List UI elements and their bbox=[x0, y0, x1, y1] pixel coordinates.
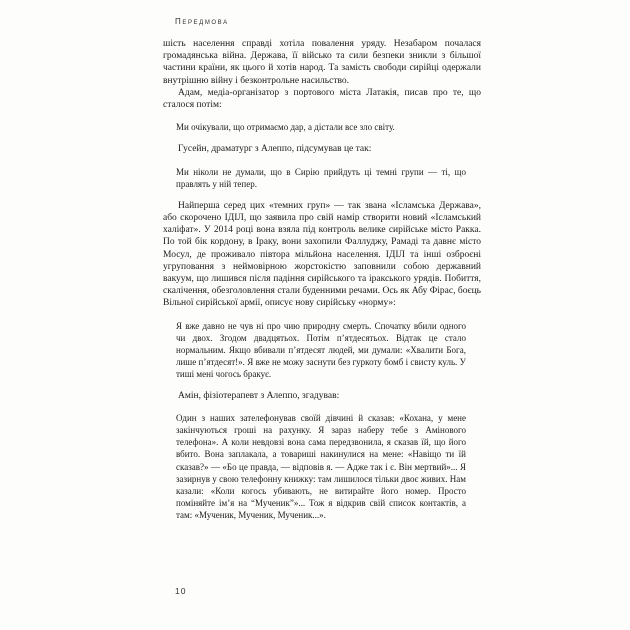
body-paragraph: шість населення справді хотіла повалення уряду. Незабаром почалася громадянська війна. Держава, її військо та сили безпеки зникли з більшої частини країни, як цього й хотів народ. Та замість свободи сирійці одержали внутрішню війну і безконтрольне насильство. bbox=[163, 39, 481, 86]
body-paragraph: Амін, фізіотерапевт з Алеппо, згадував: bbox=[178, 391, 340, 401]
block-quote: Ми ніколи не думали, що в Сирію прийдуть ці темні групи — ті, що правлять у ній тепер. bbox=[176, 166, 466, 189]
running-header: Передмова bbox=[175, 17, 229, 26]
page-number: 10 bbox=[175, 586, 187, 596]
body-paragraph: Адам, медіа-організатор з портового міста Латакія, писав про те, що сталося потім: bbox=[163, 87, 481, 111]
body-paragraph: Найперша серед цих «темних груп» — так звана «Ісламська Держава», або скорочено ІДІЛ, що заявила про свій намір створити новий «Ісламський халіфат». У 2014 році вона взяла під контроль велике сирійське місто Ракка. По той бік кордону, в Іраку, вони захопили Фаллуджу, Рамаді та давнє місто Мосул, де проживало півтора мільйона населення. ІДІЛ та інші озброєні угруповання з неймовірною жорстокістю заповнили собою державний вакуум, що лишився після падіння сирійського та іракського урядів. Побиття, скалічення, обезголовлення стали буденними речами. Ось як Абу Фірас, боєць Вільної сирійської армії, описує нову сирійську «норму»: bbox=[163, 200, 481, 309]
body-paragraph: Гусейн, драматург з Алеппо, підсумував це так: bbox=[178, 144, 372, 155]
text-block bbox=[163, 38, 481, 531]
block-quote: Я вже давно не чув ні про чию природну смерть. Спочатку вбили одного чи двох. Згодом двадцятьох. Потім п’ятдесятьох. Відтак це стало нормальним. Якщо вбивали п’ятдесят людей, ми думали: «Хвалити Бога, лише п’ятдесят!». Я вже не можу заснути без гуркоту бомб і свисту куль. У тиші мені чогось бракує. bbox=[176, 320, 466, 379]
block-quote: Ми очікували, що отримаємо дар, а дістали все зло світу. bbox=[176, 122, 395, 133]
block-quote: Один з наших зателефонував своїй дівчині й сказав: «Кохана, у мене закінчуються гроші на рахунку. Я зараз наберу тебе з Амінового телефона». А коли невдовзі вона сама передзвонила, я сказав їй, що його вбито. Вона заплакала, а товариші накинулися на мене: «Навіщо ти їй сказав?» — «Бо це правда, — відповів я. — Адже так і є. Він мертвий»... Я зазирнув у свою телефонну книжку: там лишилося тільки двоє живих. Нам казали: «Коли когось убивають, не витирайте його номер. Просто поміняйте ім’я на “Мученик”»... Тож я відкрив свій список контактів, а там: «Мученик, Мученик, Мученик...». bbox=[176, 413, 466, 520]
